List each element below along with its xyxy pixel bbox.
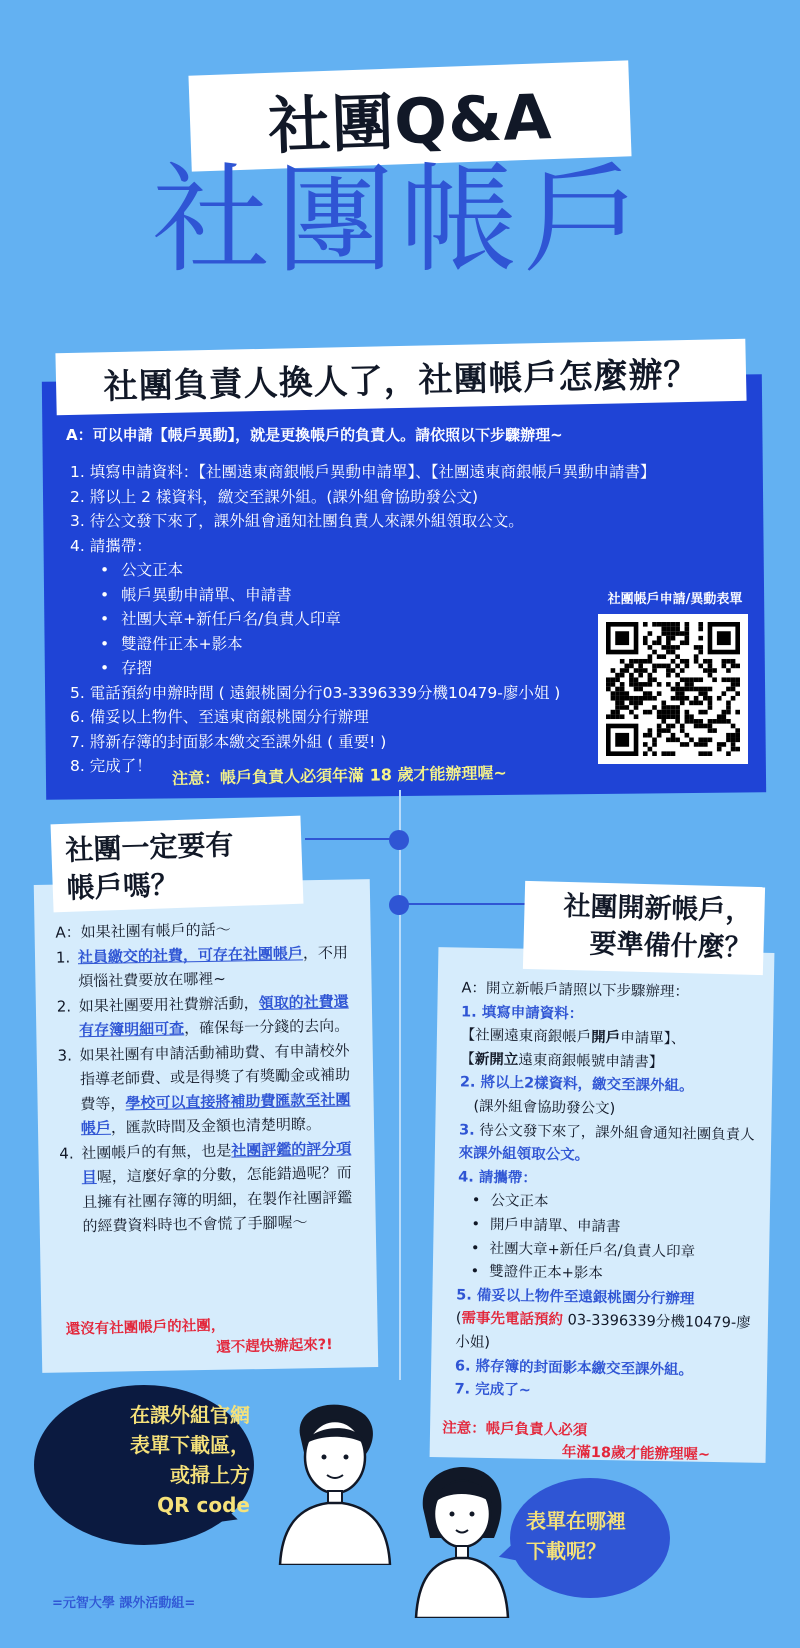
step-detail: 【社團遠東商銀帳戶開戶申請單】、 <box>460 1027 686 1048</box>
new-account-heading-line: 要準備什麼？ <box>589 928 752 964</box>
step-item: 2. 將以上2樣資料，繳交至課外組。 <box>459 1074 694 1095</box>
list-item: 2. 如果社團要用社費辦活動，領取的社費還有存簿明細可查，確保每一分錢的去向。 <box>56 992 350 1040</box>
card-title: 社團Q&A <box>267 79 554 163</box>
step-item: 4. 請攜帶： <box>70 536 152 555</box>
step-item: 2. 將以上 2 樣資料，繳交至課外組。(課外組會協助發公文) <box>70 487 479 506</box>
step-item: 5. 電話預約申辦時間 ( 遠銀桃園分行03-3396339分機10479-廖小姐 ) <box>70 683 561 702</box>
list-item: 3. 如果社團有申請活動補助費、有申請校外指導老師費、或是得獎了有獎勵金或補助費等，學校可以直接將補助費匯款至社團帳戶，匯款時間及金額也清楚明瞭。 <box>57 1041 351 1138</box>
step-detail: (需事先電話預約 03-3396339分機10479-廖小姐) <box>455 1310 751 1351</box>
list-item: 4. 社團帳戶的有無，也是社團評鑑的評分項目喔，這麼好拿的分數，怎能錯過呢？而且擁有社團存簿的明細，在製作社團評鑑的經費資料時也不會慌了手腳喔～ <box>59 1139 353 1236</box>
character-man-icon <box>270 1395 400 1565</box>
bring-item: • 帳戶異動申請單、申請書 <box>70 583 770 608</box>
qr-code[interactable] <box>598 614 748 764</box>
connector-branch-left <box>305 838 400 840</box>
big-title: 社團帳戶 <box>151 151 648 289</box>
new-account-intro: A：開立新帳戶請照以下步驟辦理： <box>461 980 690 1001</box>
bring-item: • 雙證件正本+影本 <box>456 1260 756 1289</box>
bring-item: • 公文正本 <box>458 1190 758 1219</box>
bring-item: • 開戶申請單、申請書 <box>457 1213 757 1242</box>
step-item: 6. 將存簿的封面影本繳交至課外組。 <box>454 1357 694 1379</box>
need-account-body <box>55 915 361 1239</box>
need-account-heading-line: 帳戶嗎？ <box>66 867 180 905</box>
step-detail: (課外組會協助發公文) <box>473 1098 616 1118</box>
bring-item: • 存摺 <box>70 656 770 681</box>
age-note: 注意：帳戶負責人必須年滿 18 歲才能辦理喔~ <box>171 763 507 789</box>
speech-bubble-right-text: 表單在哪裡 下載呢？ <box>526 1509 626 1563</box>
new-account-body <box>454 977 761 1407</box>
step-item: 4. 請攜帶： <box>458 1169 538 1187</box>
speech-bubble-left-text: 在課外組官網 表單下載區， 或掃上方 QR code <box>130 1403 250 1517</box>
connector-dot <box>389 830 409 850</box>
footer-credit: =元智大學 課外活動組= <box>52 1596 196 1611</box>
account-change-heading: 社團負責人換人了，社團帳戶怎麼辦？ <box>103 354 699 407</box>
need-account-intro: A：如果社團有帳戶的話～ <box>55 920 231 942</box>
need-account-warning: 還沒有社團帳戶的社團， 還不趕快辦起來?! <box>65 1317 333 1356</box>
new-account-age-note: 注意：帳戶負責人必須 年滿18歲才能辦理喔~ <box>442 1420 711 1464</box>
list-item: 1. 社員繳交的社費，可存在社團帳戶，不用煩惱社費要放在哪裡~ <box>55 943 349 991</box>
connector-dot <box>389 895 409 915</box>
account-change-answer: A：可以申請【帳戶異動】，就是更換帳戶的負責人。請依照以下步驟辦理~ <box>66 426 563 444</box>
step-item: 6. 備妥以上物件、至遠東商銀桃園分行辦理 <box>70 708 369 726</box>
step-item: 1. 填寫申請資料： <box>460 1004 584 1023</box>
step-item: 3. 待公文發下來了，課外組會通知社團負責人來課外組領取公文。 <box>458 1121 755 1164</box>
bring-item: • 社團大章+新任戶名/負責人印章 <box>70 607 770 632</box>
step-item: 1. 填寫申請資料：【社團遠東商銀帳戶異動申請單】、【社團遠東商銀帳戶異動申請書】 <box>70 463 656 481</box>
bring-item: • 公文正本 <box>70 558 770 583</box>
need-account-heading-line: 社團一定要有 <box>64 828 234 867</box>
qr-caption: 社團帳戶申請/異動表單 <box>607 592 743 607</box>
new-account-heading-box <box>523 881 765 975</box>
step-item: 5. 備妥以上物件至遠銀桃園分行辦理 <box>456 1287 695 1308</box>
step-item: 7. 完成了~ <box>454 1381 531 1399</box>
connector-line <box>399 790 401 1380</box>
new-account-heading-line: 社團開新帳戶， <box>563 890 753 927</box>
step-detail: 【新開立遠東商銀帳號申請書】 <box>460 1051 664 1071</box>
step-item: 7. 將新存簿的封面影本繳交至課外組 ( 重要! ) <box>70 732 387 751</box>
connector-branch-right <box>400 903 530 905</box>
step-item: 3. 待公文發下來了，課外組會通知社團負責人來課外組領取公文。 <box>70 512 524 530</box>
need-account-heading-box <box>51 816 304 913</box>
qr-code-icon <box>606 622 740 756</box>
bring-item: • 雙證件正本+影本 <box>70 632 770 657</box>
character-woman-icon <box>408 1448 518 1618</box>
step-item: 8. 完成了！ <box>70 757 152 775</box>
bring-item: • 社團大章+新任戶名/負責人印章 <box>457 1237 757 1266</box>
